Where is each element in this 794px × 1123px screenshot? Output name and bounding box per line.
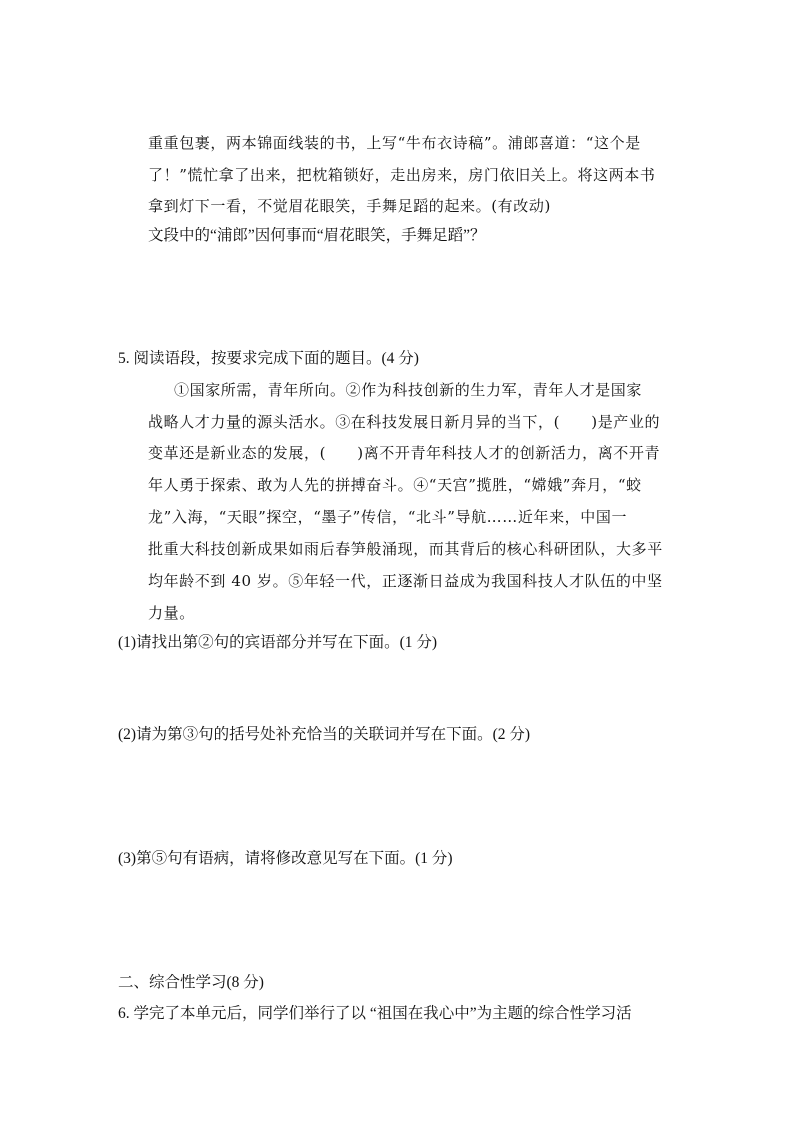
q5-passage-line-2: 战略人才力量的源头活水。③在科技发展日新月异的当下，( )是产业的 (148, 413, 661, 431)
q5-passage-line-8: 力量。 (148, 604, 195, 622)
q5-passage-line-5: 龙”入海，“天眼”探空，“墨子”传信，“北斗”导航……近年来，中国一 (148, 508, 628, 526)
question-5-title: 5. 阅读语段，按要求完成下面的题目。(4 分) (118, 350, 419, 367)
section-2-heading: 二、综合性学习(8 分) (118, 974, 264, 991)
q5-subquestion-1: (1)请找出第②句的宾语部分并写在下面。(1 分) (118, 634, 438, 651)
q5-subquestion-3: (3)第⑤句有语病，请将修改意见写在下面。(1 分) (118, 850, 453, 867)
passage-line-2: 了！”慌忙拿了出来，把枕箱锁好，走出房来，房门依旧关上。将这两本书 (148, 166, 656, 184)
q5-passage-line-1: ①国家所需，青年所向。②作为科技创新的生力军，青年人才是国家 (174, 381, 643, 399)
question-4-prompt: 文段中的“浦郎”因何事而“眉花眼笑，手舞足蹈”？ (148, 227, 486, 244)
q5-passage-line-7: 均年龄不到 40 岁。⑤年轻一代，正逐渐日益成为我国科技人才队伍的中坚 (148, 572, 663, 590)
q5-subquestion-2: (2)请为第③句的括号处补充恰当的关联词并写在下面。(2 分) (118, 726, 531, 743)
q5-passage-line-3: 变革还是新业态的发展，( )离不开青年科技人才的创新活力，离不开青 (148, 444, 661, 462)
q5-passage-line-6: 批重大科技创新成果如雨后春笋般涌现，而其背后的核心科研团队，大多平 (148, 540, 663, 558)
question-6-prompt: 6. 学完了本单元后，同学们举行了以 “祖国在我心中”为主题的综合性学习活 (118, 1005, 632, 1022)
q5-passage-line-4: 年人勇于探索、敢为人先的拼搏奋斗。④“天宫”揽胜，“嫦娥”奔月，“蛟 (148, 476, 642, 494)
passage-line-3: 拿到灯下一看，不觉眉花眼笑，手舞足蹈的起来。(有改动) (148, 197, 551, 215)
passage-line-1: 重重包裹，两本锦面线装的书，上写“牛布衣诗稿”。浦郎喜道：“这个是 (148, 134, 641, 152)
